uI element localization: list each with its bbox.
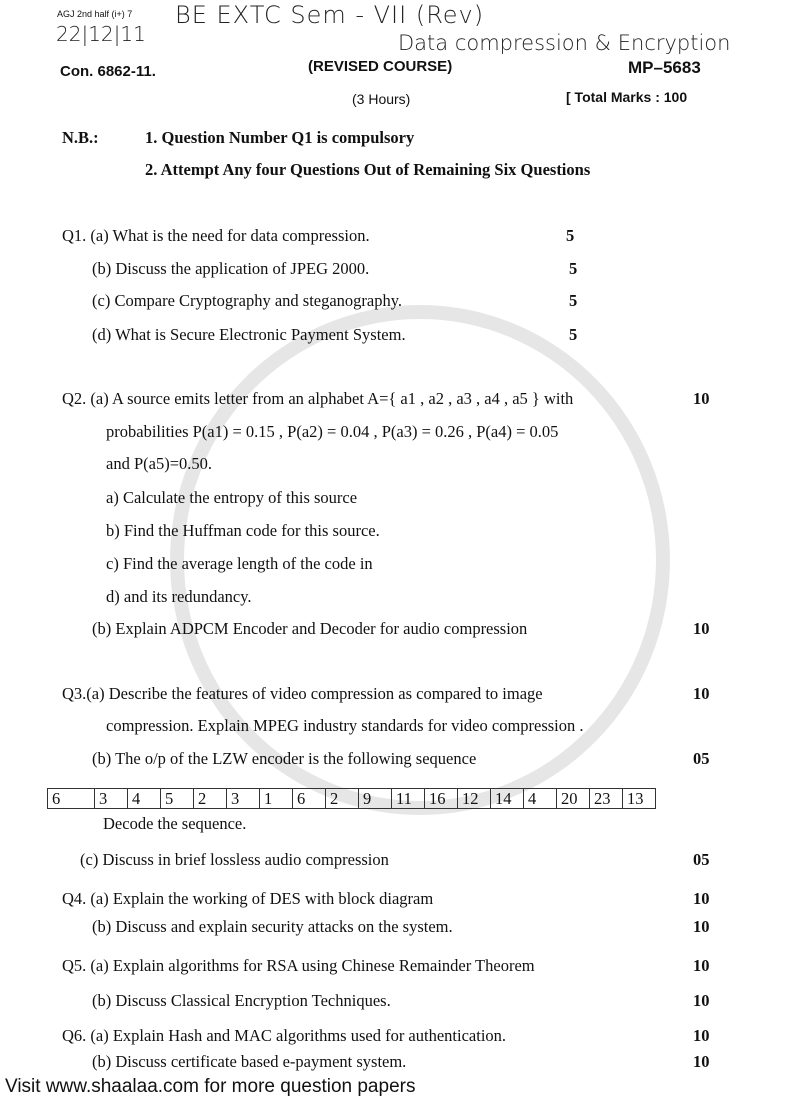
q1-c-marks: 5 [569, 291, 578, 310]
lzw-sequence-cell: 16 [425, 789, 458, 809]
lzw-sequence-cell: 1 [260, 789, 293, 809]
stamp-code: AGJ 2nd half (i+) 7 [57, 9, 133, 19]
q5-a: Q5. (a) Explain algorithms for RSA using Chinese Remainder Theorem [62, 956, 535, 975]
q3-a-marks: 10 [693, 684, 710, 703]
q4-b-marks: 10 [693, 917, 710, 936]
q3-c-marks: 05 [693, 850, 710, 869]
lzw-sequence-row [48, 789, 656, 809]
lzw-sequence-cell: 2 [194, 789, 227, 809]
q6-b: (b) Discuss certificate based e-payment system. [92, 1052, 407, 1071]
q5-b-marks: 10 [693, 991, 710, 1010]
con-number: Con. 6862-11. [60, 63, 156, 80]
lzw-sequence-cell: 9 [359, 789, 392, 809]
lzw-sequence-cell: 3 [227, 789, 260, 809]
q2-a-line2: probabilities P(a1) = 0.15 , P(a2) = 0.04 , P(a3) = 0.26 , P(a4) = 0.05 [106, 422, 559, 441]
q2-sub-b: b) Find the Huffman code for this source. [106, 521, 380, 540]
lzw-sequence-cell: 2 [326, 789, 359, 809]
q2-a-line1: Q2. (a) A source emits letter from an alphabet A={ a1 , a2 , a3 , a4 , a5 } with [62, 389, 574, 408]
q2-a-line3: and P(a5)=0.50. [106, 454, 212, 473]
lzw-sequence-cell: 12 [458, 789, 491, 809]
nb-label: N.B.: [62, 128, 99, 147]
lzw-sequence-cell: 13 [623, 789, 656, 809]
q1-a-marks: 5 [566, 226, 575, 245]
total-marks: [ Total Marks : 100 [566, 89, 688, 105]
lzw-sequence-cell: 4 [128, 789, 161, 809]
duration: (3 Hours) [352, 91, 411, 107]
q5-b: (b) Discuss Classical Encryption Techniques. [92, 991, 391, 1010]
q2-sub-a: a) Calculate the entropy of this source [106, 488, 358, 507]
lzw-sequence-cell: 6 [48, 789, 95, 809]
q1-c: (c) Compare Cryptography and steganography. [92, 291, 403, 310]
lzw-sequence-cell: 11 [392, 789, 425, 809]
q1-b-marks: 5 [569, 259, 578, 278]
nb-item: 2. Attempt Any four Questions Out of Remaining Six Questions [145, 160, 591, 179]
lzw-sequence-cell: 14 [491, 789, 524, 809]
lzw-sequence-cell: 4 [524, 789, 557, 809]
nb-item: 1. Question Number Q1 is compulsory [145, 128, 415, 147]
q1-d: (d) What is Secure Electronic Payment System. [92, 325, 406, 344]
q1-b: (b) Discuss the application of JPEG 2000. [92, 259, 370, 278]
q1-d-marks: 5 [569, 325, 578, 344]
q3-c: (c) Discuss in brief lossless audio compression [80, 850, 389, 869]
q3-b: (b) The o/p of the LZW encoder is the following sequence [92, 749, 477, 768]
q6-b-marks: 10 [693, 1052, 710, 1071]
q1-a: Q1. (a) What is the need for data compression. [62, 226, 370, 245]
q3-a-line2: compression. Explain MPEG industry standards for video compression . [106, 716, 584, 735]
footer-watermark-link[interactable]: Visit www.shaalaa.com for more question papers [5, 1076, 416, 1097]
q2-b: (b) Explain ADPCM Encoder and Decoder for audio compression [92, 619, 528, 638]
lzw-sequence-table [47, 788, 656, 809]
q6-a: Q6. (a) Explain Hash and MAC algorithms used for authentication. [62, 1026, 507, 1045]
q6-a-marks: 10 [693, 1026, 710, 1045]
q3-b-marks: 05 [693, 749, 710, 768]
paper-code: MP–5683 [628, 58, 701, 77]
q3-a-line1: Q3.(a) Describe the features of video compression as compared to image [62, 684, 543, 703]
q5-a-marks: 10 [693, 956, 710, 975]
q2-a-marks: 10 [693, 389, 710, 408]
lzw-sequence-cell: 6 [293, 789, 326, 809]
lzw-sequence-cell: 3 [95, 789, 128, 809]
q2-sub-d: d) and its redundancy. [106, 587, 252, 606]
q4-a: Q4. (a) Explain the working of DES with block diagram [62, 889, 434, 908]
handwritten-subject: Data compression & Encryption [398, 31, 731, 55]
q4-a-marks: 10 [693, 889, 710, 908]
lzw-sequence-cell: 5 [161, 789, 194, 809]
q4-b: (b) Discuss and explain security attacks on the system. [92, 917, 453, 936]
lzw-sequence-cell: 20 [557, 789, 590, 809]
lzw-sequence-cell: 23 [590, 789, 623, 809]
q3-decode: Decode the sequence. [103, 814, 247, 833]
q2-b-marks: 10 [693, 619, 710, 638]
q2-sub-c: c) Find the average length of the code in [106, 554, 373, 573]
handwritten-date: 22|12|11 [56, 22, 146, 46]
handwritten-course: BE EXTC Sem - VII (Rev) [175, 1, 485, 29]
revised-course: (REVISED COURSE) [308, 58, 453, 75]
